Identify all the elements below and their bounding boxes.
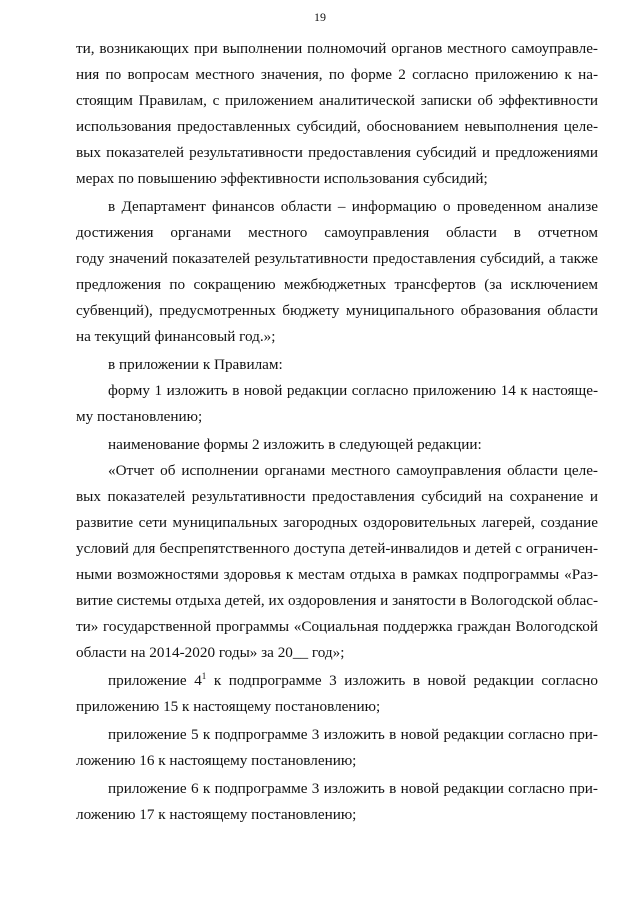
text-line: му постановлению; bbox=[76, 408, 203, 425]
text-line: ложению 17 к настоящему постановлению; bbox=[76, 806, 357, 823]
text-line: форму 1 изложить в новой редакции согласно приложению 14 к настояще- bbox=[108, 382, 598, 399]
text-run: приложение 4 bbox=[108, 672, 202, 689]
text-line: использования предоставленных субсидий, обоснованием невыполнения целе- bbox=[76, 118, 598, 135]
text-line: году значений показателей результативности предоставления субсидий, а также bbox=[76, 250, 598, 267]
text-line: условий для беспрепятственного доступа детей-инвалидов и детей с ограничен- bbox=[76, 540, 598, 557]
text-line: приложению 15 к настоящему постановлению; bbox=[76, 698, 381, 715]
text-line: приложение 5 к подпрограмме 3 изложить в новой редакции согласно при- bbox=[108, 726, 598, 743]
text-line: в приложении к Правилам: bbox=[108, 356, 283, 373]
superscript: 1 bbox=[201, 672, 207, 681]
text-line: вых показателей результативности предоставления субсидий на сохранение и bbox=[76, 488, 598, 505]
text-line: предложения по сокращению межбюджетных трансфертов (за исключением bbox=[76, 276, 598, 293]
text-run: к подпрограмме 3 изложить в новой редакции согласно bbox=[206, 672, 598, 689]
text-line: ти» государственной программы «Социальная поддержка граждан Вологодской bbox=[76, 618, 598, 635]
text-line: субвенций), предусмотренных бюджету муниципального образования области bbox=[76, 302, 598, 319]
text-line: стоящим Правилам, с приложением аналитической записки об эффективности bbox=[76, 92, 598, 109]
text-line: на текущий финансовый год.»; bbox=[76, 328, 276, 345]
text-line: области на 2014-2020 годы» за 20__ год»; bbox=[76, 644, 345, 661]
text-line: наименование формы 2 изложить в следующей редакции: bbox=[108, 436, 482, 453]
text-line: вых показателей результативности предоставления субсидий и предложениями bbox=[76, 144, 598, 161]
text-line: ти, возникающих при выполнении полномочий органов местного самоуправле- bbox=[76, 40, 598, 57]
text-line: ными возможностями здоровья к местам отдыха в рамках подпрограммы «Раз- bbox=[76, 566, 598, 583]
text-line: развитие сети муниципальных загородных оздоровительных лагерей, создание bbox=[76, 514, 598, 531]
text-line bbox=[108, 672, 598, 690]
text-line: «Отчет об исполнении органами местного самоуправления области целе- bbox=[108, 462, 598, 479]
page-number: 19 bbox=[314, 10, 326, 24]
text-line: ложению 16 к настоящему постановлению; bbox=[76, 752, 357, 769]
text-line: витие системы отдыха детей, их оздоровления и занятости в Вологодской облас- bbox=[76, 592, 598, 609]
text-line: достижения органами местного самоуправления области в отчетном bbox=[76, 224, 598, 241]
text-line: в Департамент финансов области – информацию о проведенном анализе bbox=[108, 198, 598, 215]
text-line: приложение 6 к подпрограмме 3 изложить в новой редакции согласно при- bbox=[108, 780, 598, 797]
text-line: мерах по повышению эффективности использования субсидий; bbox=[76, 170, 488, 187]
text-line: ния по вопросам местного значения, по форме 2 согласно приложению к на- bbox=[76, 66, 598, 83]
